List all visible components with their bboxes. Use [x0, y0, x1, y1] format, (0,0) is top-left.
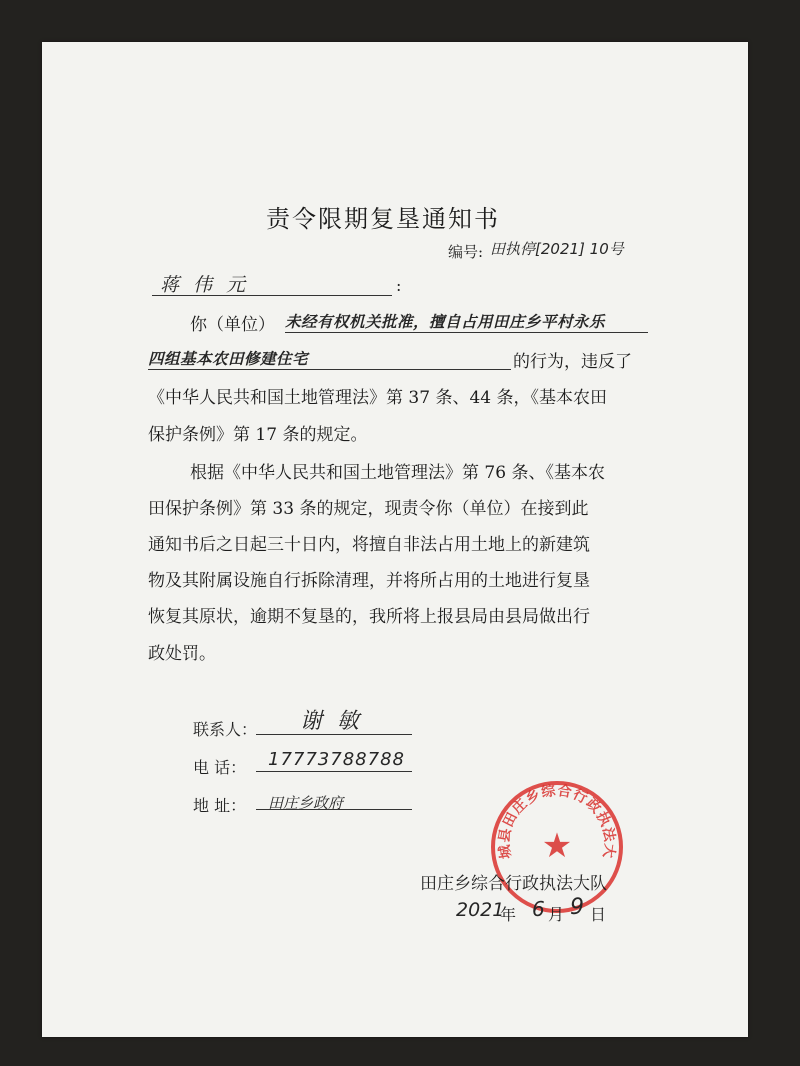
official-seal-svg	[487, 777, 627, 917]
document-title: 责令限期复垦通知书	[266, 205, 500, 233]
date-day: 9	[570, 895, 584, 920]
p1-suffix: 的行为，违反了	[513, 352, 632, 372]
p2-line1: 根据《中华人民共和国土地管理法》第 76 条、《基本农	[190, 463, 605, 483]
p1-line4: 保护条例》第 17 条的规定。	[148, 425, 368, 445]
p1-handwritten-fill-2: 四组基本农田修建住宅	[148, 350, 309, 368]
p1-line3: 《中华人民共和国土地管理法》第 37 条、44 条，《基本农田	[148, 388, 607, 408]
serial-label: 编号:	[448, 243, 484, 261]
recipient-name: 蒋 伟 元	[160, 274, 250, 296]
p1-handwritten-fill-1: 未经有权机关批准，擅自占用田庄乡平村永乐	[285, 313, 606, 331]
serial-value: 田执停[2021] 10号	[490, 240, 624, 258]
date-year: 2021	[456, 899, 505, 921]
p2-line2: 田保护条例》第 33 条的规定，现责令你（单位）在接到此	[148, 499, 589, 519]
fill2-underline	[148, 369, 511, 370]
seal-text: 城县田庄乡综合行政执法大	[496, 782, 618, 860]
notice-paper	[42, 42, 748, 1037]
fill1-underline	[285, 332, 648, 333]
issuer: 田庄乡综合行政执法大队	[420, 874, 607, 894]
recipient-colon: :	[396, 276, 402, 295]
seal-star-icon: ★	[541, 826, 573, 866]
p2-line6: 政处罚。	[148, 644, 216, 664]
contact-value: 谢 敏	[300, 709, 363, 734]
phone-label: 电 话：	[193, 758, 247, 777]
address-label: 地 址：	[193, 796, 247, 815]
p2-line3: 通知书后之日起三十日内，将擅自非法占用土地上的新建筑	[148, 535, 590, 555]
date-month-unit: 月	[548, 905, 565, 924]
address-value: 田庄乡政府	[268, 794, 344, 812]
phone-value: 17773788788	[268, 749, 405, 770]
phone-underline	[256, 771, 412, 772]
contact-label: 联系人：	[193, 720, 258, 739]
contact-underline	[256, 734, 412, 735]
official-seal	[487, 777, 627, 917]
p1-prefix: 你（单位）	[190, 315, 275, 335]
date-year-unit: 年	[500, 905, 517, 924]
address-underline	[256, 809, 412, 810]
recipient-underline	[152, 295, 392, 296]
p2-line5: 恢复其原状，逾期不复垦的，我所将上报县局由县局做出行	[148, 607, 590, 627]
date-day-unit: 日	[590, 905, 607, 924]
p2-line4: 物及其附属设施自行拆除清理，并将所占用的土地进行复垦	[148, 571, 590, 591]
date-month: 6	[532, 897, 545, 921]
